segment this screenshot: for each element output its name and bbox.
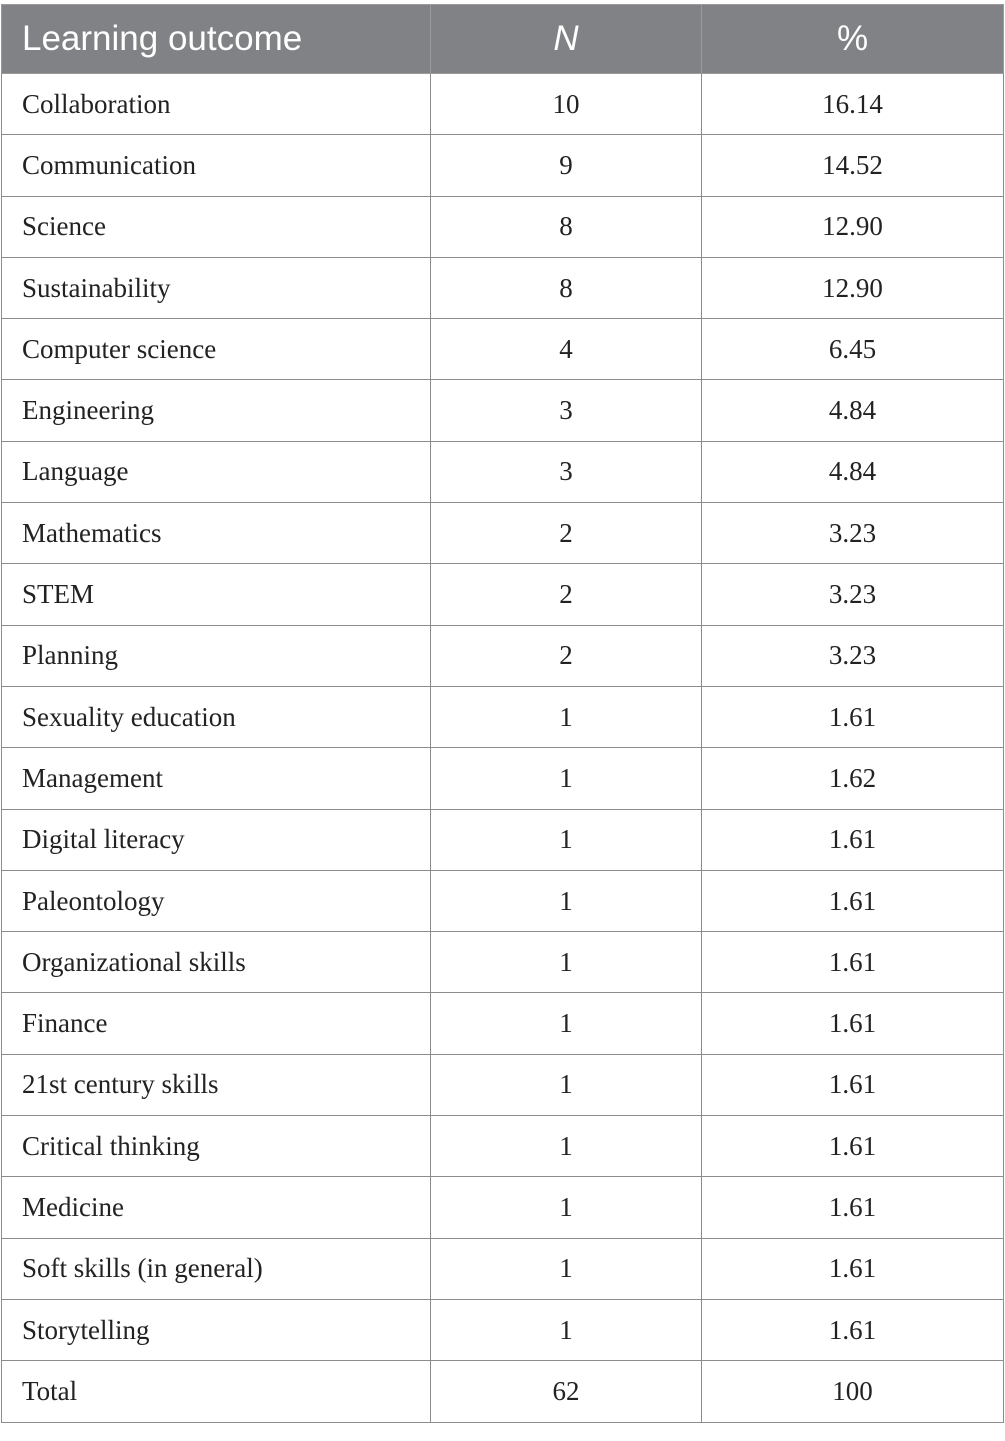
percent-cell: 1.61 bbox=[702, 1299, 1004, 1360]
learning-outcome-cell: Sustainability bbox=[2, 257, 431, 318]
table-row bbox=[2, 993, 1004, 1054]
n-cell: 10 bbox=[431, 74, 702, 135]
n-cell: 2 bbox=[431, 503, 702, 564]
n-cell: 8 bbox=[431, 196, 702, 257]
percent-cell: 1.61 bbox=[702, 809, 1004, 870]
table-row bbox=[2, 686, 1004, 747]
n-cell: 1 bbox=[431, 809, 702, 870]
percent-cell: 1.61 bbox=[702, 932, 1004, 993]
percent-cell: 12.90 bbox=[702, 257, 1004, 318]
learning-outcome-cell: Organizational skills bbox=[2, 932, 431, 993]
learning-outcome-cell: Engineering bbox=[2, 380, 431, 441]
table-row bbox=[2, 564, 1004, 625]
table-row bbox=[2, 1177, 1004, 1238]
table-row bbox=[2, 1054, 1004, 1115]
n-cell: 3 bbox=[431, 441, 702, 502]
percent-cell: 3.23 bbox=[702, 625, 1004, 686]
learning-outcome-cell: STEM bbox=[2, 564, 431, 625]
learning-outcome-cell: Sexuality education bbox=[2, 686, 431, 747]
n-cell: 62 bbox=[431, 1361, 702, 1422]
n-cell: 1 bbox=[431, 686, 702, 747]
percent-cell: 16.14 bbox=[702, 74, 1004, 135]
percent-cell: 1.61 bbox=[702, 993, 1004, 1054]
table-row bbox=[2, 625, 1004, 686]
table-row bbox=[2, 748, 1004, 809]
n-cell: 1 bbox=[431, 748, 702, 809]
percent-cell: 4.84 bbox=[702, 441, 1004, 502]
percent-cell: 14.52 bbox=[702, 135, 1004, 196]
percent-cell: 1.62 bbox=[702, 748, 1004, 809]
table-row bbox=[2, 932, 1004, 993]
percent-cell: 1.61 bbox=[702, 1054, 1004, 1115]
percent-cell: 1.61 bbox=[702, 1116, 1004, 1177]
n-cell: 4 bbox=[431, 319, 702, 380]
total-row bbox=[2, 1361, 1004, 1422]
n-cell: 1 bbox=[431, 870, 702, 931]
percent-cell: 3.23 bbox=[702, 564, 1004, 625]
table-body bbox=[2, 74, 1004, 1423]
table-row bbox=[2, 74, 1004, 135]
table-row bbox=[2, 503, 1004, 564]
percent-cell: 4.84 bbox=[702, 380, 1004, 441]
n-cell: 1 bbox=[431, 1299, 702, 1360]
learning-outcomes-table-container bbox=[1, 4, 1003, 1423]
table-header bbox=[2, 5, 1004, 74]
percent-cell: 3.23 bbox=[702, 503, 1004, 564]
percent-cell: 12.90 bbox=[702, 196, 1004, 257]
header-n: N bbox=[431, 5, 702, 74]
learning-outcome-cell: Science bbox=[2, 196, 431, 257]
table-row bbox=[2, 1299, 1004, 1360]
learning-outcome-cell: Computer science bbox=[2, 319, 431, 380]
header-row bbox=[2, 5, 1004, 74]
learning-outcome-cell: Planning bbox=[2, 625, 431, 686]
n-cell: 2 bbox=[431, 625, 702, 686]
n-cell: 2 bbox=[431, 564, 702, 625]
table-row bbox=[2, 809, 1004, 870]
learning-outcome-cell: Paleontology bbox=[2, 870, 431, 931]
percent-cell: 100 bbox=[702, 1361, 1004, 1422]
table-row bbox=[2, 441, 1004, 502]
percent-cell: 1.61 bbox=[702, 1238, 1004, 1299]
table-row bbox=[2, 1116, 1004, 1177]
learning-outcomes-table bbox=[1, 4, 1004, 1423]
table-row bbox=[2, 196, 1004, 257]
learning-outcome-cell: Collaboration bbox=[2, 74, 431, 135]
table-row bbox=[2, 319, 1004, 380]
table-row bbox=[2, 1238, 1004, 1299]
header-percent: % bbox=[702, 5, 1004, 74]
learning-outcome-cell: Soft skills (in general) bbox=[2, 1238, 431, 1299]
n-cell: 8 bbox=[431, 257, 702, 318]
percent-cell: 1.61 bbox=[702, 1177, 1004, 1238]
n-cell: 1 bbox=[431, 932, 702, 993]
header-learning-outcome: Learning outcome bbox=[2, 5, 431, 74]
learning-outcome-cell: Critical thinking bbox=[2, 1116, 431, 1177]
learning-outcome-cell: Total bbox=[2, 1361, 431, 1422]
percent-cell: 1.61 bbox=[702, 870, 1004, 931]
n-cell: 9 bbox=[431, 135, 702, 196]
table-row bbox=[2, 257, 1004, 318]
table-row bbox=[2, 380, 1004, 441]
learning-outcome-cell: Management bbox=[2, 748, 431, 809]
n-cell: 3 bbox=[431, 380, 702, 441]
percent-cell: 6.45 bbox=[702, 319, 1004, 380]
n-cell: 1 bbox=[431, 993, 702, 1054]
learning-outcome-cell: Storytelling bbox=[2, 1299, 431, 1360]
learning-outcome-cell: 21st century skills bbox=[2, 1054, 431, 1115]
n-cell: 1 bbox=[431, 1054, 702, 1115]
table-row bbox=[2, 135, 1004, 196]
learning-outcome-cell: Finance bbox=[2, 993, 431, 1054]
n-cell: 1 bbox=[431, 1238, 702, 1299]
learning-outcome-cell: Communication bbox=[2, 135, 431, 196]
learning-outcome-cell: Medicine bbox=[2, 1177, 431, 1238]
n-cell: 1 bbox=[431, 1177, 702, 1238]
learning-outcome-cell: Mathematics bbox=[2, 503, 431, 564]
learning-outcome-cell: Language bbox=[2, 441, 431, 502]
n-cell: 1 bbox=[431, 1116, 702, 1177]
percent-cell: 1.61 bbox=[702, 686, 1004, 747]
learning-outcome-cell: Digital literacy bbox=[2, 809, 431, 870]
table-row bbox=[2, 870, 1004, 931]
